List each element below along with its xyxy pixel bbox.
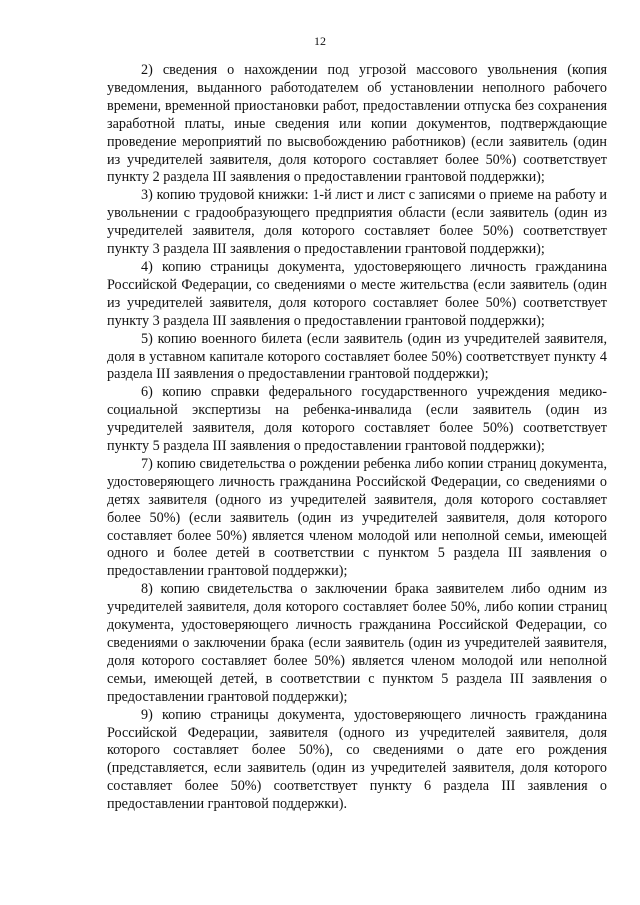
list-item-5: 5) копию военного билета (если заявитель (один из учредителей заявителя, доля в уставном капитале которого составляет более 50%) соответствует пункту 4 раздела III заявления о предоставлении грантовой поддержки); xyxy=(107,330,607,383)
list-item-4: 4) копию страницы документа, удостоверяющего личность гражданина Российской Федерации, со сведениями о месте жительства (если заявитель (один из учредителей заявителя, доля которого составляет более 50%) соответствует пункту 3 раздела III заявления о предоставлении грантовой поддержки); xyxy=(107,258,607,329)
list-item-6: 6) копию справки федерального государственного учреждения медико-социальной экспертизы на ребенка-инвалида (если заявитель (один из учредителей заявителя, доля которого составляет более 50%) соответствует пункту 5 раздела III заявления о предоставлении грантовой поддержки); xyxy=(107,384,607,455)
list-item-2: 2) сведения о нахождении под угрозой массового увольнения (копия уведомления, выданного работодателем об установлении неполного рабочего времени, временной приостановки работ, предоставлении отпуска без сохранения заработной платы, иные сведения или копии документов, подтверждающие проведение мероприятий по высвобождению работников) (если заявитель (один из учредителей заявителя, доля которого составляет более 50%) соответствует пункту 2 раздела III заявления о предоставлении грантовой поддержки); xyxy=(107,62,607,186)
list-item-9: 9) копию страницы документа, удостоверяющего личность гражданина Российской Федерации, заявителя (одного из учредителей заявителя, доля которого составляет более 50%), со сведениями о дате его рождения (представляется, если заявитель (один из учредителей заявителя, доля которого составляет более 50%) соответствует пункту 6 раздела III заявления о предоставлении грантовой поддержки). xyxy=(107,706,607,813)
page-number: 12 xyxy=(314,34,326,48)
list-item-7: 7) копию свидетельства о рождении ребенка либо копии страниц документа, удостоверяющего личность гражданина Российской Федерации, со сведениями о детях заявителя (одного из учредителей заявителя, доля которого составляет более 50%) (если заявитель (один из учредителей заявителя, доля которого составляет более 50%) является членом молодой или неполной семьи, имеющей одного и более детей в соответствии с пунктом 5 раздела III заявления о предоставлении грантовой поддержки); xyxy=(107,455,607,580)
document-body xyxy=(107,62,607,814)
list-item-3: 3) копию трудовой книжки: 1-й лист и лист с записями о приеме на работу и увольнении с градообразующего предприятия области (если заявитель (один из учредителей заявителя, доля которого составляет более 50%) соответствует пункту 3 раздела III заявления о предоставлении грантовой поддержки); xyxy=(107,187,607,258)
list-item-8: 8) копию свидетельства о заключении брака заявителем либо одним из учредителей заявителя, доля которого составляет более 50%, либо копии страниц документа, удостоверяющего личность гражданина Российской Федерации, со сведениями о заключении брака (если заявитель (один из учредителей заявителя, доля которого составляет более 50%) является членом молодой или неполной семьи, имеющей детей, в соответствии с пунктом 5 раздела III заявления о предоставлении грантовой поддержки); xyxy=(107,581,607,705)
